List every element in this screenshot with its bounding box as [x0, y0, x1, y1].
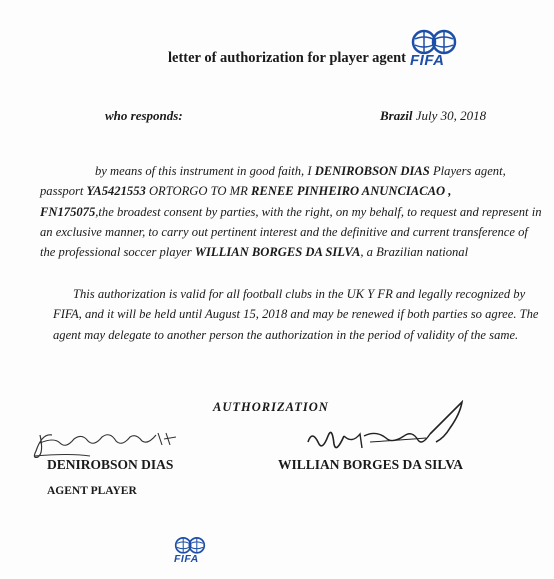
p1-text-5: , a Brazilian national: [360, 245, 469, 260]
p1-text-3: ORTORGO TO MR: [145, 184, 251, 199]
date: July 30, 2018: [415, 108, 487, 123]
who-responds-label: who responds:: [105, 108, 183, 123]
p1-text-1: by means of this instrument in good faith, I: [95, 164, 315, 178]
player-name: WILLIAN BORGES DA SILVA: [278, 457, 463, 472]
paragraph-1: [40, 161, 545, 262]
fifa-footer-text: FIFA: [174, 553, 199, 565]
p1-text-4: ,the broadest consent by parties, with the right, on my behalf, to request and represent in an exclusive manner, to carry out pertinent interest and the definitive and current transference of the professional soccer player: [40, 204, 542, 260]
paragraph-2: This authorization is valid for all football clubs in the UK Y FR and legally recognized by FIFA, and it will be held until August 15, 2018 and may be renewed if both parties so agree. The agent may delegate to another person the authorization in the period of validity of the same.: [53, 287, 539, 342]
p1-passport: YA5421553: [86, 184, 146, 199]
authorization-heading: AUTHORIZATION: [213, 400, 329, 414]
p1-id: FN175075: [40, 204, 96, 219]
p1-text-2: Players agent, passport: [40, 164, 506, 199]
fifa-logo-header: [409, 27, 459, 71]
fifa-logo-text: FIFA: [410, 52, 445, 69]
place-date: [380, 108, 486, 124]
p1-grantee: RENEE PINHEIRO ANUNCIACAO ,: [251, 184, 452, 199]
p1-player-name: WILLIAN BORGES DA SILVA: [194, 245, 361, 260]
fifa-logo-footer: [173, 535, 207, 575]
p1-agent-name: DENIROBSON DIAS: [314, 164, 430, 178]
agent-name: DENIROBSON DIAS: [47, 457, 174, 472]
agent-role: AGENT PLAYER: [47, 485, 137, 497]
letter-title: letter of authorization for player agent: [168, 50, 406, 66]
place: Brazil: [380, 108, 413, 123]
